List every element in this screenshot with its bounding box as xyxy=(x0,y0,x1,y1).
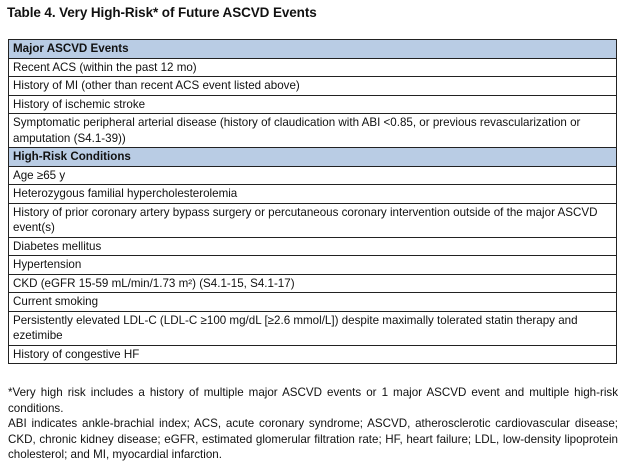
table-cell: Age ≥65 y xyxy=(9,166,617,185)
section-heading: Major ASCVD Events xyxy=(9,40,617,59)
section-header-row xyxy=(9,148,617,167)
table-title: Table 4. Very High-Risk* of Future ASCVD Events xyxy=(7,5,317,20)
table-cell: History of ischemic stroke xyxy=(9,95,617,114)
table-row xyxy=(9,293,617,312)
table-row xyxy=(9,274,617,293)
table-cell: History of prior coronary artery bypass surgery or percutaneous coronary intervention outside of the major ASCVD event(s) xyxy=(9,203,617,237)
table-cell: Persistently elevated LDL-C (LDL-C ≥100 mg/dL [≥2.6 mmol/L]) despite maximally tolerated statin therapy and ezetimibe xyxy=(9,311,617,345)
table-row xyxy=(9,95,617,114)
table-row xyxy=(9,58,617,77)
footnote-abbreviations: ABI indicates ankle-brachial index; ACS, acute coronary syndrome; ASCVD, atherosclerotic cardiovascular disease; CKD, chronic kidney disease; eGFR, estimated glomerular filtration rate; HF, heart failure; LDL, low-density lipoprotein cholesterol; and MI, myocardial infarction. xyxy=(8,417,618,462)
table-cell: Diabetes mellitus xyxy=(9,237,617,256)
table-cell: History of congestive HF xyxy=(9,345,617,364)
table-row xyxy=(9,166,617,185)
table-cell: Recent ACS (within the past 12 mo) xyxy=(9,58,617,77)
table-cell: CKD (eGFR 15-59 mL/min/1.73 m²) (S4.1-15, S4.1-17) xyxy=(9,274,617,293)
table-row xyxy=(9,203,617,237)
table-row xyxy=(9,114,617,148)
table-cell: Symptomatic peripheral arterial disease (history of claudication with ABI <0.85, or previous revascularization or amputation (S4.1-39)) xyxy=(9,114,617,148)
table-row xyxy=(9,345,617,364)
table-cell: History of MI (other than recent ACS event listed above) xyxy=(9,77,617,96)
table-cell: Hypertension xyxy=(9,256,617,275)
table-row xyxy=(9,77,617,96)
table-cell: Current smoking xyxy=(9,293,617,312)
table-row xyxy=(9,185,617,204)
table-row xyxy=(9,256,617,275)
table-cell: Heterozygous familial hypercholesterolemia xyxy=(9,185,617,204)
footnote-very-high-risk: *Very high risk includes a history of multiple major ASCVD events or 1 major ASCVD event and multiple high-risk conditions. xyxy=(8,386,618,415)
table-row xyxy=(9,237,617,256)
section-heading: High-Risk Conditions xyxy=(9,148,617,167)
table-footnotes xyxy=(8,385,618,463)
risk-table xyxy=(8,39,617,364)
table-row xyxy=(9,311,617,345)
section-header-row xyxy=(9,40,617,59)
